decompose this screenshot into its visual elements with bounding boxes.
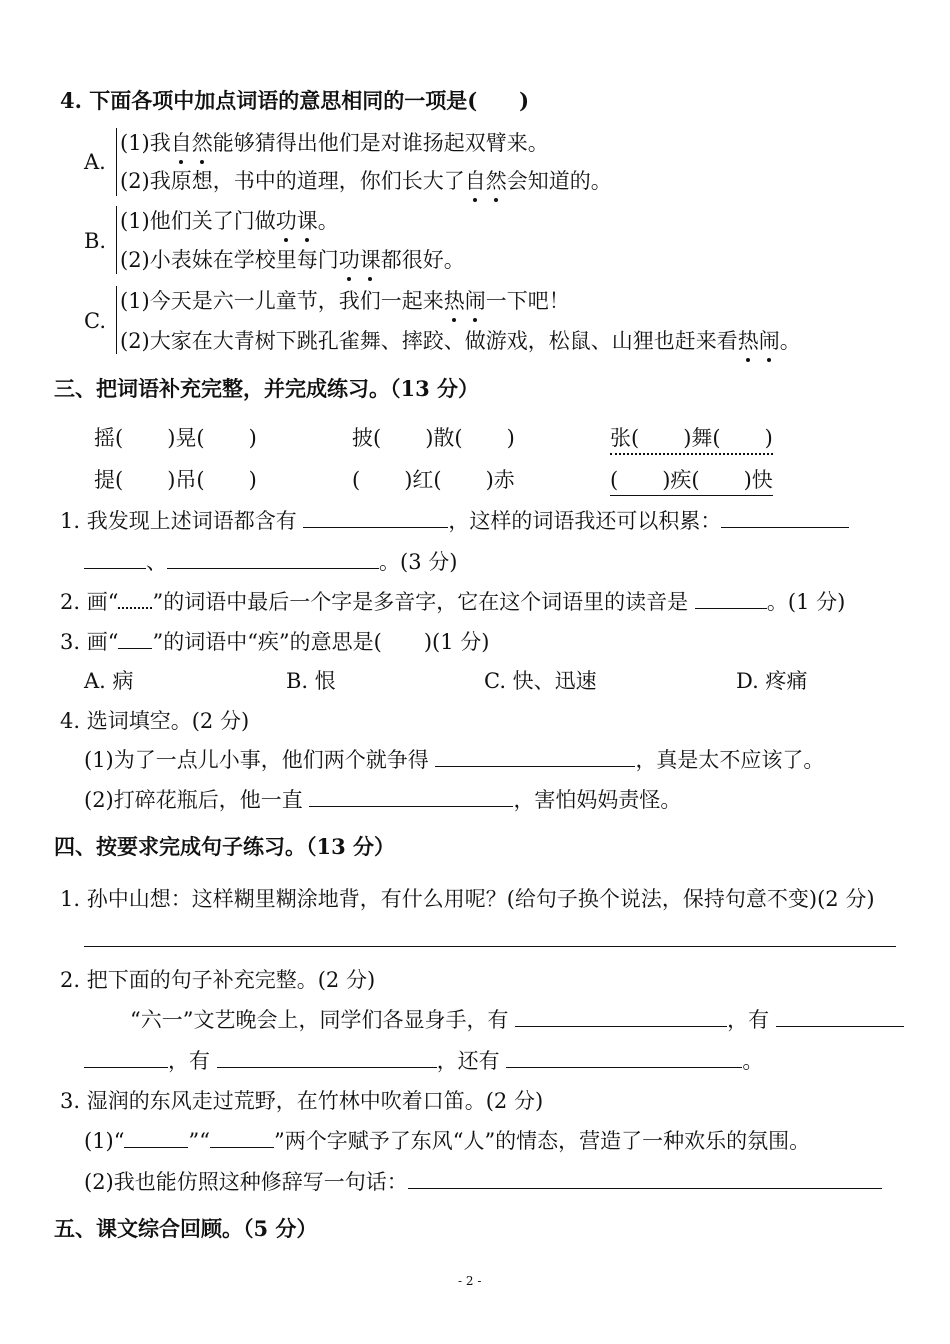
option-c[interactable]: C. 快、迅速 — [484, 669, 597, 693]
q4-a-sentence-2: (2)我原想，书中的道理，你们长大了自然会知道的。 — [120, 166, 612, 196]
word-hong-chi: ( )红( )赤 — [352, 468, 515, 492]
s3-question-1: 1. 我发现上述词语都含有 ，这样的词语我还可以积累： — [60, 506, 849, 536]
s4-question-2-line-2: ，有 ，还有 。 — [84, 1046, 763, 1076]
q4-b-sentence-1: (1)他们关了门做功课。 — [120, 206, 339, 236]
word-ti-diao: 提( )吊( ) — [94, 468, 257, 492]
word-zhang-wu: 张( )舞( ) — [610, 423, 773, 455]
q4-b-sentence-2: (2)小表妹在学校里每门功课都很好。 — [120, 245, 465, 275]
option-a[interactable]: A. 病 — [84, 669, 134, 693]
blank-accumulate-2[interactable] — [84, 548, 146, 569]
blank-show-5[interactable] — [506, 1047, 742, 1068]
blank-show-2[interactable] — [776, 1006, 904, 1027]
q4-a-sentence-1: (1)我自然能够猜得出他们是对谁扬起双臂来。 — [120, 128, 549, 158]
q4-c-sentence-1: (1)今天是六一儿童节，我们一起来热闹一下吧！ — [120, 286, 570, 316]
blank-accumulate-3[interactable] — [167, 548, 379, 569]
s4-question-3: 3. 湿润的东风走过荒野，在竹林中吹着口笛。(2 分) — [60, 1089, 544, 1113]
blank-show-3[interactable] — [84, 1047, 168, 1068]
section-4-heading: 四、按要求完成句子练习。（13 分） — [54, 834, 396, 859]
s4-question-1: 1. 孙中山想：这样糊里糊涂地背，有什么用呢？(给句子换个说法，保持句意不变)(2 分) — [60, 887, 875, 911]
q4-option-b-letter: B. — [84, 229, 107, 253]
s4-question-2-line-1: “六一”文艺晚会上，同学们各显身手，有 ，有 — [130, 1005, 904, 1035]
q4-title: 4. 下面各项中加点词语的意思相同的一项是( ) — [60, 88, 530, 113]
blank-show-1[interactable] — [515, 1006, 727, 1027]
blank-show-4[interactable] — [217, 1047, 437, 1068]
s3-question-1-cont: 、 。(3 分) — [84, 547, 457, 577]
word-pi-san: 披( )散( ) — [352, 426, 515, 450]
s3-question-2: 2. 画“ ”的词语中最后一个字是多音字，它在这个词语里的读音是 。(1 分) — [60, 590, 846, 614]
blank-fill-1[interactable] — [435, 746, 635, 767]
q4-option-a-brace — [116, 128, 117, 196]
q4-option-c-brace — [116, 286, 117, 354]
s4-question-2: 2. 把下面的句子补充完整。(2 分) — [60, 968, 376, 992]
word-ji-kuai: ( )疾( )快 — [610, 465, 773, 496]
s4-question-3-2: (2)我也能仿照这种修辞写一句话： — [84, 1167, 882, 1197]
blank-contains[interactable] — [303, 507, 448, 528]
option-b[interactable]: B. 恨 — [286, 669, 336, 693]
q4-option-a-letter: A. — [84, 150, 106, 174]
blank-imitate-sentence[interactable] — [408, 1168, 882, 1189]
q4-option-c-letter: C. — [84, 309, 106, 333]
q4-option-b-brace — [116, 206, 117, 274]
section-5-heading: 五、课文综合回顾。（5 分） — [54, 1216, 318, 1241]
s4-question-3-1: (1)“ ”“ ”两个字赋予了东风“人”的情态，营造了一种欢乐的氛围。 — [84, 1129, 811, 1153]
s3-question-4-1: (1)为了一点儿小事，他们两个就争得 ，真是太不应该了。 — [84, 748, 825, 772]
s3-question-4: 4. 选词填空。(2 分) — [60, 709, 250, 733]
blank-pronunciation[interactable] — [695, 588, 767, 609]
answer-line-rewrite[interactable] — [84, 946, 896, 947]
blank-fill-2[interactable] — [309, 786, 513, 807]
q4-c-sentence-2: (2)大家在大青树下跳孔雀舞、摔跤、做游戏，松鼠、山狸也赶来看热闹。 — [120, 326, 801, 356]
section-3-heading: 三、把词语补充完整，并完成练习。（13 分） — [54, 376, 480, 401]
blank-accumulate-1[interactable] — [721, 507, 849, 528]
blank-word-1[interactable] — [124, 1127, 188, 1148]
word-yao-huang: 摇( )晃( ) — [94, 426, 257, 450]
s3-question-3: 3. 画“ ”的词语中“疾”的意思是( )(1 分) — [60, 630, 490, 654]
blank-word-2[interactable] — [210, 1127, 274, 1148]
page-number: - 2 - — [458, 1274, 482, 1288]
s3-question-4-2: (2)打碎花瓶后，他一直 ，害怕妈妈责怪。 — [84, 788, 682, 812]
option-d[interactable]: D. 疼痛 — [736, 669, 808, 693]
